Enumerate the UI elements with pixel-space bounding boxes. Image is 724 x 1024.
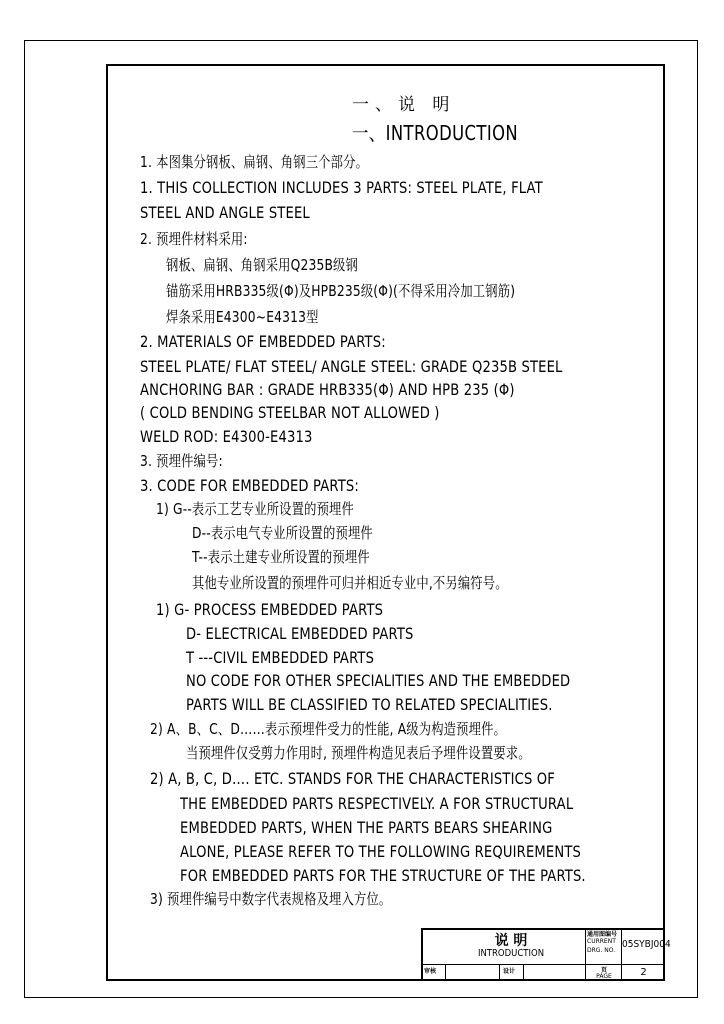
text-line: D--表示电气专业所设置的预埋件 [192,524,373,542]
text-line: EMBEDDED PARTS, WHEN THE PARTS BEARS SHEARING [180,818,553,837]
review-label: 审核 [424,968,437,975]
page-number: 2 [640,967,647,978]
text-line: 1. 本图集分钢板、扁钢、角钢三个部分。 [140,153,369,171]
text-line: 其他专业所设置的预埋件可归并相近专业中,不另编符号。 [192,574,508,592]
text-line: T ---CIVIL EMBEDDED PARTS [186,648,375,667]
heading-cn: 一、说 明 [352,95,456,115]
text-line: STEEL AND ANGLE STEEL [140,203,310,222]
title-block-title-en: INTRODUCTION [477,948,545,959]
title-block [421,928,671,981]
text-line: ( COLD BENDING STEELBAR NOT ALLOWED ) [140,403,440,422]
title-block-divider [523,964,524,981]
drg-label-en2: DRG. NO. [587,947,616,954]
drg-label-cn: 通用图编号 [587,931,618,938]
title-block-mid-rule [421,964,665,965]
text-line: 当预埋件仅受剪力作用时, 预埋件构造见表后予埋件设置要求。 [186,744,531,762]
design-label: 设计 [503,968,516,975]
text-line: 1. THIS COLLECTION INCLUDES 3 PARTS: STEEL PLATE, FLAT [140,178,543,197]
text-line: T--表示土建专业所设置的预埋件 [192,548,370,566]
title-block-title-cn: 说 明 [494,933,528,949]
text-line: 2. 预埋件材料采用: [140,230,248,248]
text-line: 3. 预埋件编号: [140,452,223,470]
text-line: 3. CODE FOR EMBEDDED PARTS: [140,476,359,495]
text-line: FOR EMBEDDED PARTS FOR THE STRUCTURE OF THE PARTS. [180,866,586,885]
page-label-cn: 页 [600,967,607,974]
drg-number: 05SYBJ004 [622,939,671,950]
drg-label-en1: CURRENT [587,938,616,945]
text-line: ANCHORING BAR : GRADE HRB335(Φ) AND HPB 235 (Φ) [140,380,515,399]
text-line: 1) G- PROCESS EMBEDDED PARTS [156,600,384,619]
page-label-en: PAGE [596,973,612,980]
text-line: 1) G--表示工艺专业所设置的预埋件 [156,500,354,518]
title-block-divider [499,964,500,981]
heading-en: 一、INTRODUCTION [352,121,519,145]
text-line: 2) A, B, C, D…. ETC. STANDS FOR THE CHARACTERISTICS OF [150,769,556,788]
text-line: 钢板、扁钢、角钢采用Q235B级钢 [166,256,358,274]
text-line: 3) 预埋件编号中数字代表规格及埋入方位。 [150,890,392,908]
text-line: 2. MATERIALS OF EMBEDDED PARTS: [140,332,386,351]
text-line: WELD ROD: E4300-E4313 [140,427,313,446]
title-block-divider [445,964,446,981]
title-block-divider [585,928,586,981]
title-block-left-rule [421,928,423,981]
text-line: PARTS WILL BE CLASSIFIED TO RELATED SPECIALITIES. [186,695,553,714]
text-line: 锚筋采用HRB335级(Φ)及HPB235级(Φ)(不得采用冷加工钢筋) [166,282,516,300]
text-line: STEEL PLATE/ FLAT STEEL/ ANGLE STEEL: GRADE Q235B STEEL [140,357,563,376]
text-line: D- ELECTRICAL EMBEDDED PARTS [186,624,414,643]
text-line: 2) A、B、C、D……表示预埋件受力的性能, A级为构造预埋件。 [150,720,506,738]
text-line: NO CODE FOR OTHER SPECIALITIES AND THE EMBEDDED [186,671,571,690]
text-line: ALONE, PLEASE REFER TO THE FOLLOWING REQUIREMENTS [180,842,582,861]
text-line: 焊条采用E4300~E4313型 [166,308,319,326]
text-line: THE EMBEDDED PARTS RESPECTIVELY. A FOR STRUCTURAL [180,794,574,813]
